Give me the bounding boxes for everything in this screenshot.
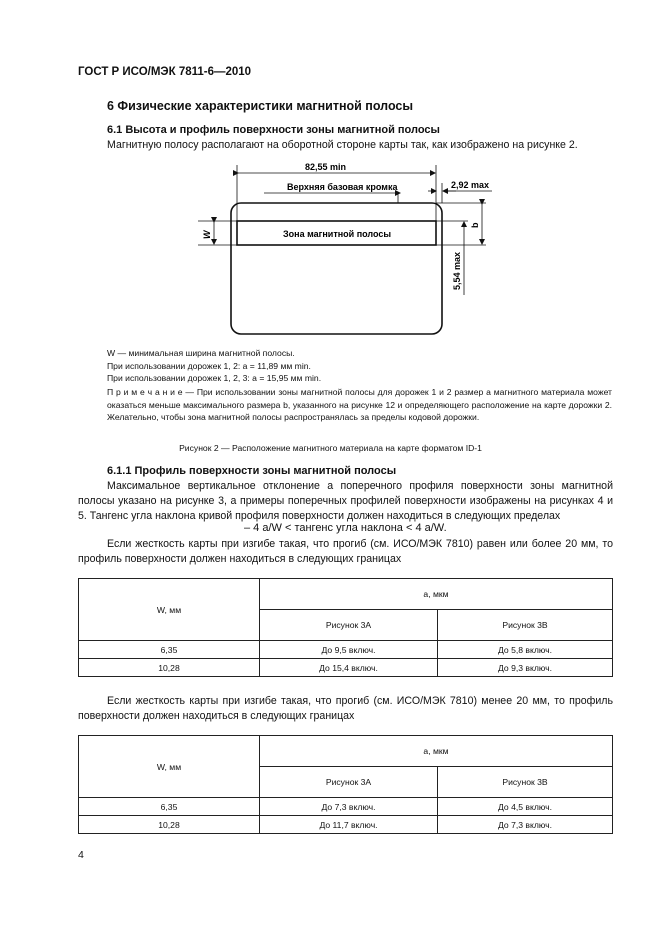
table-header-a: a, мкм [260,736,613,767]
formula: – 4 a/W < тангенс угла наклона < 4 a/W. [244,522,447,534]
table-cell: 10,28 [79,816,260,834]
page-number: 4 [78,849,84,861]
dim-right-small-label: 2,92 max [451,180,490,190]
table-cell: До 5,8 включ. [438,641,613,659]
table-header-w: W, мм [79,736,260,798]
dim-vertical-label: 5,54 max [452,251,462,290]
condition-paragraph-1: Если жесткость карты при изгибе такая, что прогиб (см. ИСО/МЭК 7810) равен или более 20 мм, то профиль поверхности должен находиться в следующих границах [78,538,613,565]
table-2 [78,735,613,834]
table-subheader: Рисунок 3В [438,767,613,798]
table-cell: 10,28 [79,659,260,677]
document-header: ГОСТ Р ИСО/МЭК 7811-6—2010 [78,66,252,78]
legend-line: W — минимальная ширина магнитной полосы. [107,348,295,358]
table-1 [78,578,613,677]
table-subheader: Рисунок 3А [260,610,438,641]
table-cell: До 7,3 включ. [438,816,613,834]
figure-2-drawing [0,155,661,345]
table-subheader: Рисунок 3В [438,610,613,641]
legend-line: При использовании дорожек 1, 2: a = 11,89 мм min. [107,360,311,371]
figure-caption: Рисунок 2 — Расположение магнитного материала на карте форматом ID-1 [179,443,482,453]
subsubsection-heading: 6.1.1 Профиль поверхности зоны магнитной полосы [107,465,397,477]
table-cell: До 9,5 включ. [260,641,438,659]
table-header-w: W, мм [79,579,260,641]
figure-note: П р и м е ч а н и е — При использовании зоны магнитной полосы для дорожек 1 и 2 размер a магнитного материала может оказаться меньше максимального размера b, указанного на рисунке 12 и определяющего расположение на карте дорожки 2. Желательно, чтобы зона магнитной полосы распространялась за пределы кодовой дорожки. [107,387,612,422]
table-row [79,798,613,816]
profile-paragraph: Максимальное вертикальное отклонение a поперечного профиля поверхности зоны магнитной полосы указано на рисунке 3, а примеры поперечных профилей поверхности изображены на рисунках 4 и 5. Тангенс угла наклона кривой профиля поверхности должен находиться в следующих пределах [78,480,613,522]
table-cell: 6,35 [79,798,260,816]
table-cell: 6,35 [79,641,260,659]
table-cell: До 7,3 включ. [260,798,438,816]
table-cell: До 9,3 включ. [438,659,613,677]
table-cell: До 4,5 включ. [438,798,613,816]
section-heading: 6 Физические характеристики магнитной полосы [107,99,414,113]
table-cell: До 15,4 включ. [260,659,438,677]
card-outline [231,203,442,334]
table-header-a: a, мкм [260,579,613,610]
dim-w-label: W [202,230,212,239]
table-subheader: Рисунок 3А [260,767,438,798]
legend-line: При использовании дорожек 1, 2, 3: a = 15,95 мм min. [107,373,322,383]
zone-label: Зона магнитной полосы [283,229,392,239]
dim-b-label: b [470,222,480,228]
top-edge-label: Верхняя базовая кромка [287,182,398,192]
table-cell: До 11,7 включ. [260,816,438,834]
subsection-heading: 6.1 Высота и профиль поверхности зоны магнитной полосы [107,124,440,136]
figure-legend [107,347,607,385]
table-row [79,816,613,834]
dim-top-label: 82,55 min [305,162,347,172]
table-row [79,641,613,659]
table-row [79,659,613,677]
intro-paragraph: Магнитную полосу располагают на оборотной стороне карты так, как изображено на рисунке 2. [107,139,578,151]
condition-paragraph-2: Если жесткость карты при изгибе такая, что прогиб (см. ИСО/МЭК 7810) менее 20 мм, то профиль поверхности должен находиться в следующих границах [78,695,613,722]
